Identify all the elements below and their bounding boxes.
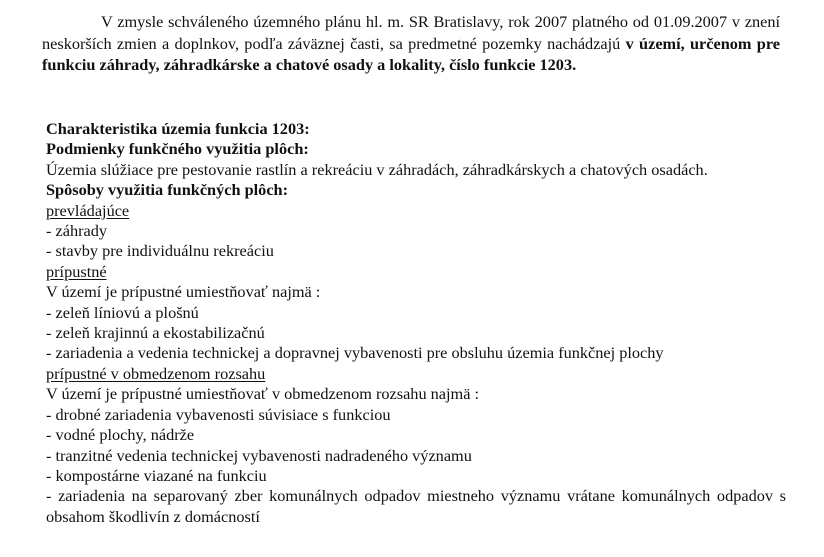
limited-label: prípustné v obmedzenom rozsahu: [46, 363, 266, 383]
conditions-text: Územia slúžiace pre pestovanie rastlín a rekreáciu v záhradách, záhradkárskych a chatových osadách.: [46, 159, 708, 179]
permissible-intro: V území je prípustné umiestňovať najmä :: [46, 282, 321, 302]
list-item: - vodné plochy, nádrže: [46, 425, 195, 445]
list-item: - zariadenia na separovaný zber komunálnych odpadov miestneho významu vrátane komunálnych odpadov s obsahom škodlivín z domácností: [46, 486, 786, 526]
conditions-heading: Podmienky funkčného využitia plôch:: [46, 139, 309, 159]
list-item: - záhrady: [46, 221, 108, 241]
list-item: - zeleň krajinnú a ekostabilizačnú: [46, 323, 265, 343]
permissible-label: prípustné: [46, 261, 107, 281]
intro-paragraph: [42, 11, 780, 76]
usage-heading: Spôsoby využitia funkčných plôch:: [46, 180, 289, 200]
list-item: - tranzitné vedenia technickej vybavenosti nadradeného významu: [46, 445, 472, 465]
intro-text-bold: v území, určenom pre funkciu záhrady, záhradkárske a chatové osady a lokality, číslo funkcie 1203.: [42, 33, 780, 74]
list-item: - zariadenia a vedenia technickej a dopravnej vybavenosti pre obsluhu územia funkčnej plochy: [46, 343, 664, 363]
function-characteristics: [46, 119, 786, 527]
list-item: - drobné zariadenia vybavenosti súvisiace s funkciou: [46, 404, 391, 424]
section-heading: Charakteristika územia funkcia 1203:: [46, 119, 310, 138]
list-item: - kompostárne viazané na funkciu: [46, 465, 267, 485]
intro-text: [42, 11, 780, 76]
intro-text-plain: V zmysle schváleného územného plánu hl. m. SR Bratislavy, rok 2007 platného od 01.09.2007 v znení neskorších zmien a doplnkov, podľa záväznej časti, sa predmetné pozemky nachádzajú: [42, 12, 780, 53]
prevailing-label: prevládajúce: [46, 200, 130, 220]
limited-intro: V území je prípustné umiestňovať v obmedzenom rozsahu najmä :: [46, 384, 480, 404]
list-item: - stavby pre individuálnu rekreáciu: [46, 241, 274, 261]
list-item: - zeleň líniovú a plošnú: [46, 302, 199, 322]
